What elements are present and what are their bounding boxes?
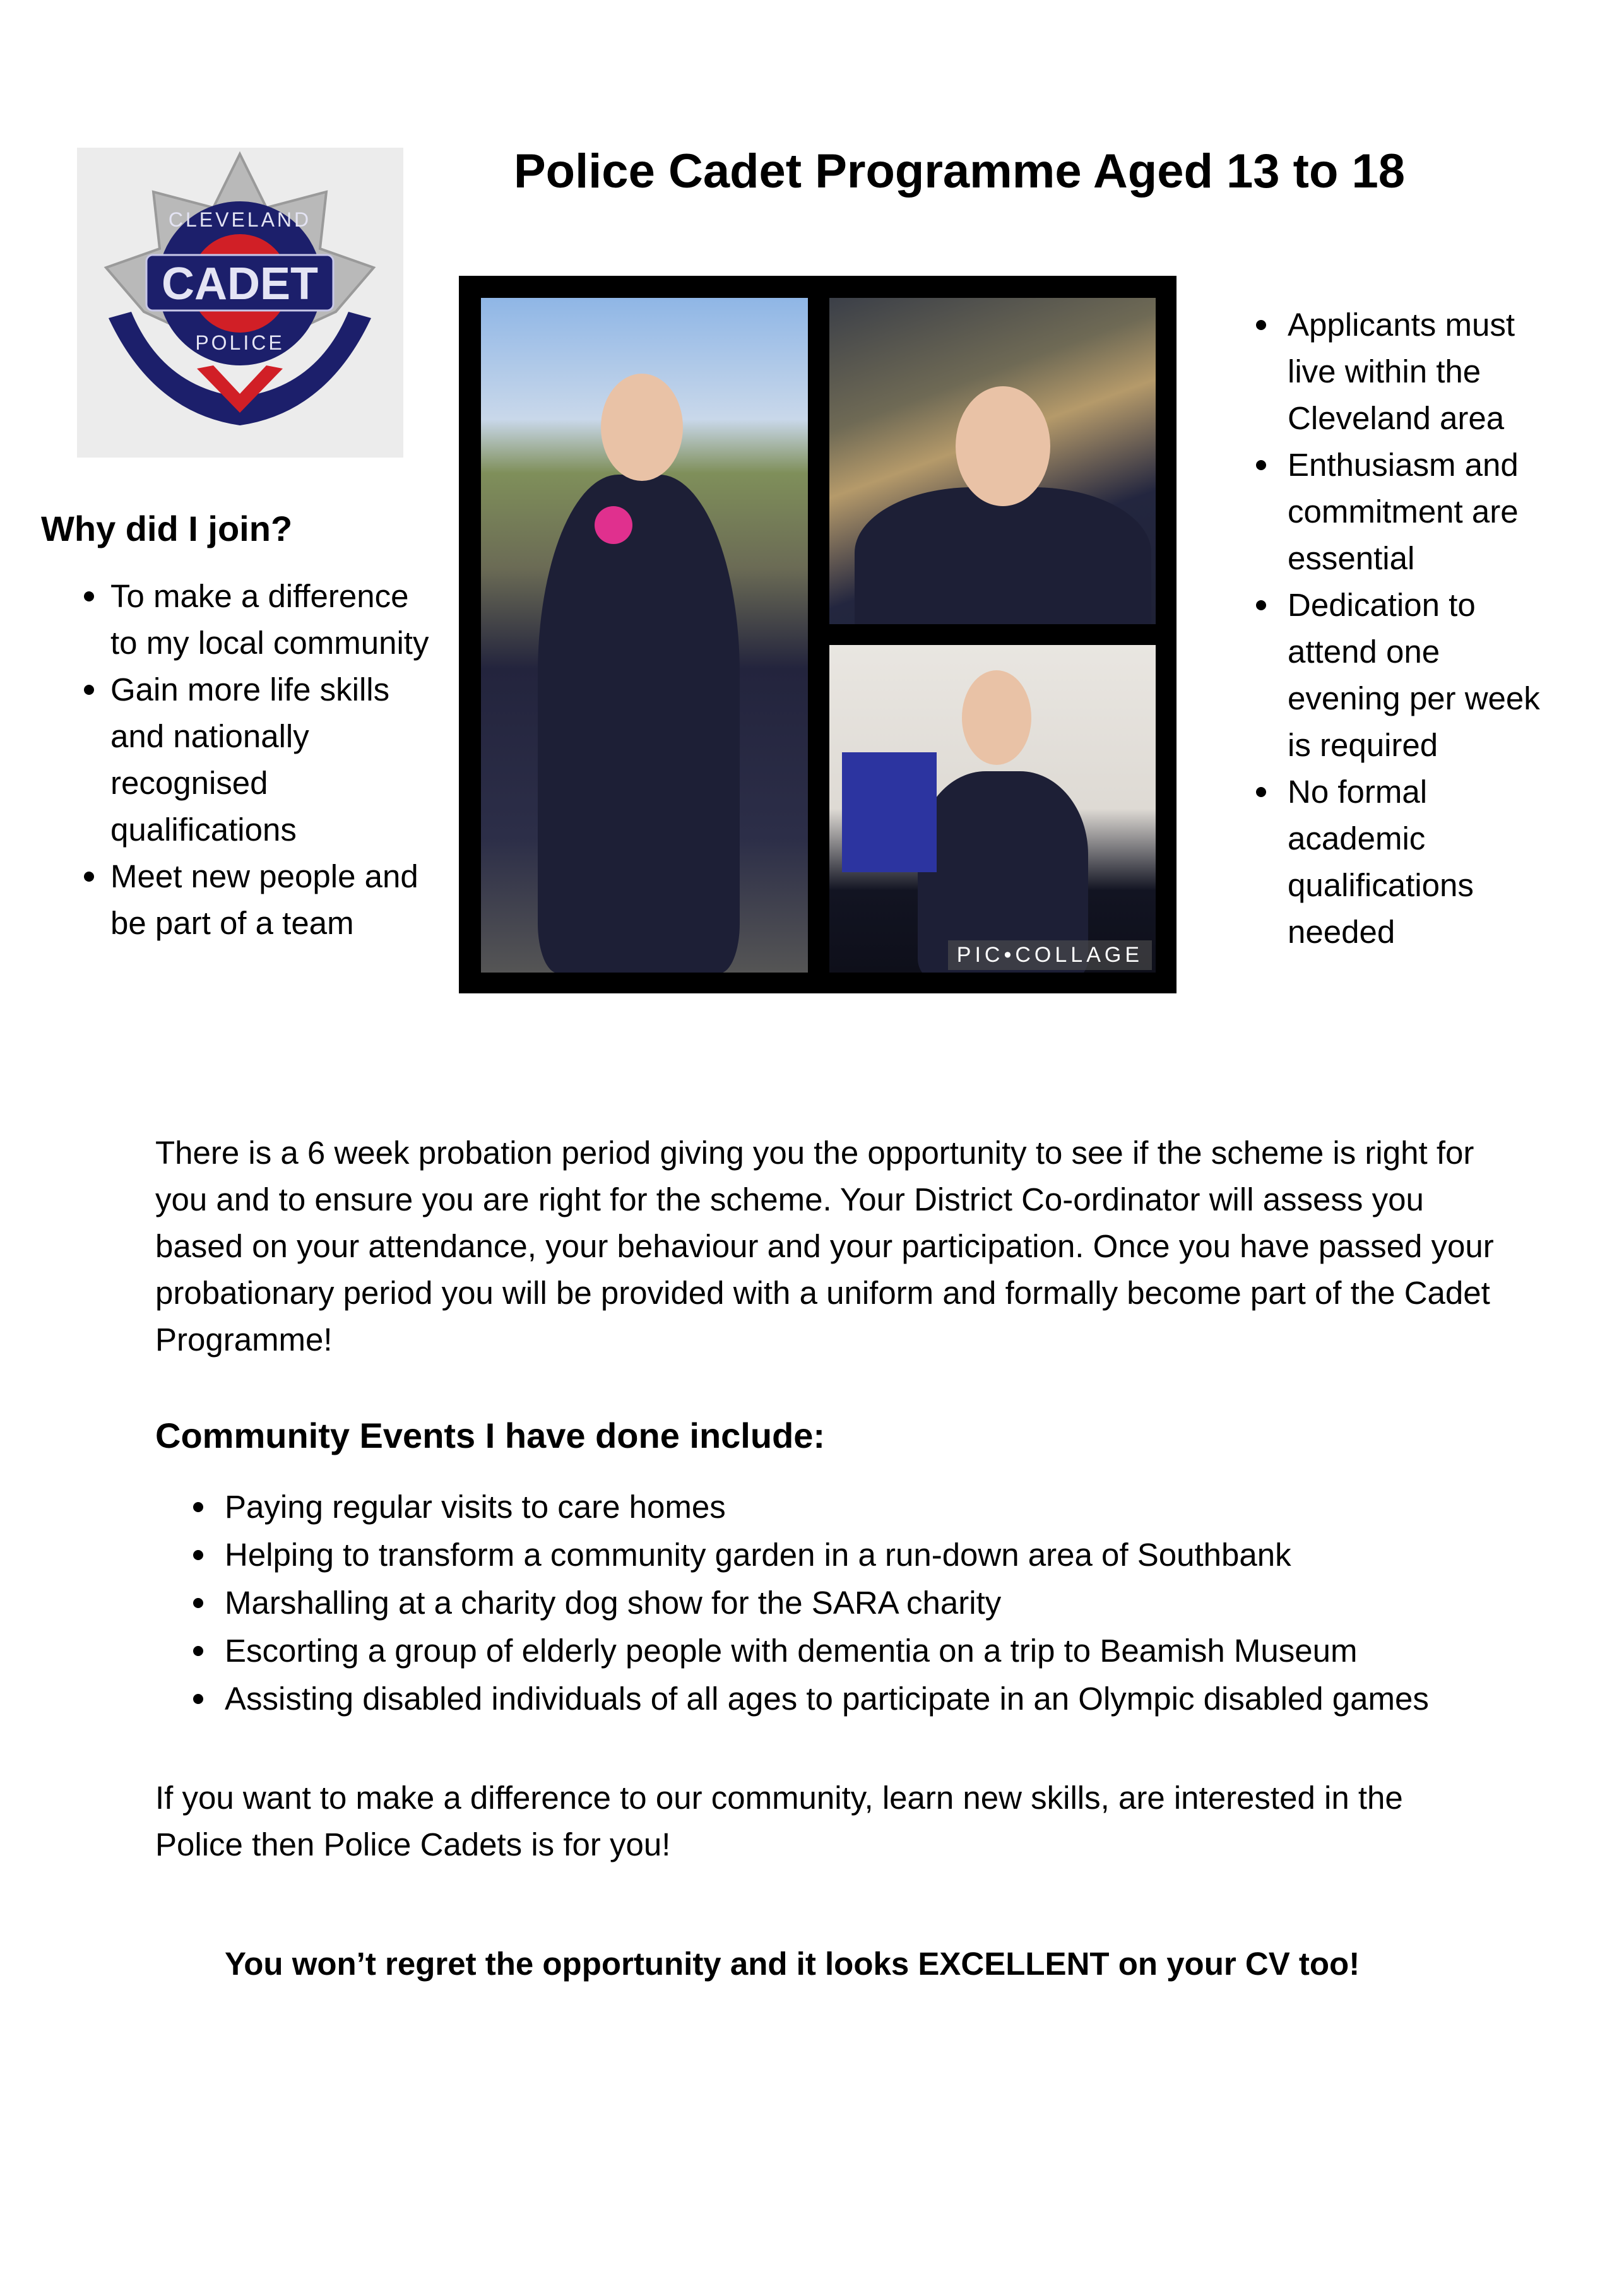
cadet-photo-outdoor <box>481 298 808 973</box>
bullet-icon <box>193 1598 203 1608</box>
bullet-icon <box>1256 787 1266 797</box>
list-item: Paying regular visits to care homes <box>193 1483 1519 1531</box>
list-item: Helping to transform a community garden in a run-down area of Southbank <box>193 1531 1519 1579</box>
list-item: Marshalling at a charity dog show for the SARA charity <box>193 1579 1519 1627</box>
bullet-icon <box>1256 460 1266 470</box>
bullet-icon <box>193 1550 203 1560</box>
cadet-photo-award <box>829 645 1156 973</box>
bullet-icon <box>193 1646 203 1656</box>
community-events-list <box>193 1483 1519 1723</box>
list-item: Dedication to attend one evening per week is required <box>1256 582 1553 769</box>
bullet-icon <box>84 685 94 695</box>
cadet-logo <box>77 148 403 458</box>
list-item: Gain more life skills and nationally recognised qualifications <box>84 666 437 853</box>
cadet-photo-headset <box>829 298 1156 624</box>
svg-text:CLEVELAND: CLEVELAND <box>168 208 312 231</box>
list-item: No formal academic qualifications needed <box>1256 769 1553 956</box>
page-title: Police Cadet Programme Aged 13 to 18 <box>513 145 1406 198</box>
list-item: Meet new people and be part of a team <box>84 853 437 947</box>
svg-text:CADET: CADET <box>162 259 318 309</box>
community-events-heading: Community Events I have done include: <box>155 1416 826 1455</box>
bullet-icon <box>193 1694 203 1704</box>
svg-text:POLICE: POLICE <box>195 331 285 354</box>
bullet-icon <box>1256 320 1266 330</box>
closing-paragraph: If you want to make a difference to our community, learn new skills, are interested in the Police then Police Cadets is for you! <box>155 1780 1403 1862</box>
why-join-heading: Why did I join? <box>41 509 293 548</box>
requirements-list <box>1256 302 1553 956</box>
list-item: Applicants must live within the Cleveland area <box>1256 302 1553 442</box>
list-item: Escorting a group of elderly people with dementia on a trip to Beamish Museum <box>193 1627 1519 1675</box>
probation-paragraph: There is a 6 week probation period giving you the opportunity to see if the scheme is right for you and to ensure you are right for the scheme. Your District Co-ordinator will assess you based on your attendance, your behaviour and your participation. Once you have passed your probationary period you will be provided with a uniform and formally become part of the Cadet Programme! <box>155 1135 1494 1358</box>
photo-collage <box>459 276 1177 993</box>
bullet-icon <box>193 1502 203 1512</box>
bullet-icon <box>1256 600 1266 610</box>
final-callout: You won’t regret the opportunity and it looks EXCELLENT on your CV too! <box>225 1946 1360 1982</box>
list-item: Enthusiasm and commitment are essential <box>1256 442 1553 582</box>
bullet-icon <box>84 872 94 882</box>
list-item: To make a difference to my local community <box>84 573 437 666</box>
why-join-list <box>84 573 437 947</box>
pic-collage-watermark: PIC•COLLAGE <box>948 940 1152 970</box>
bullet-icon <box>84 591 94 601</box>
list-item: Assisting disabled individuals of all ages to participate in an Olympic disabled games <box>193 1675 1519 1723</box>
cleveland-police-cadet-badge-icon <box>77 148 403 458</box>
